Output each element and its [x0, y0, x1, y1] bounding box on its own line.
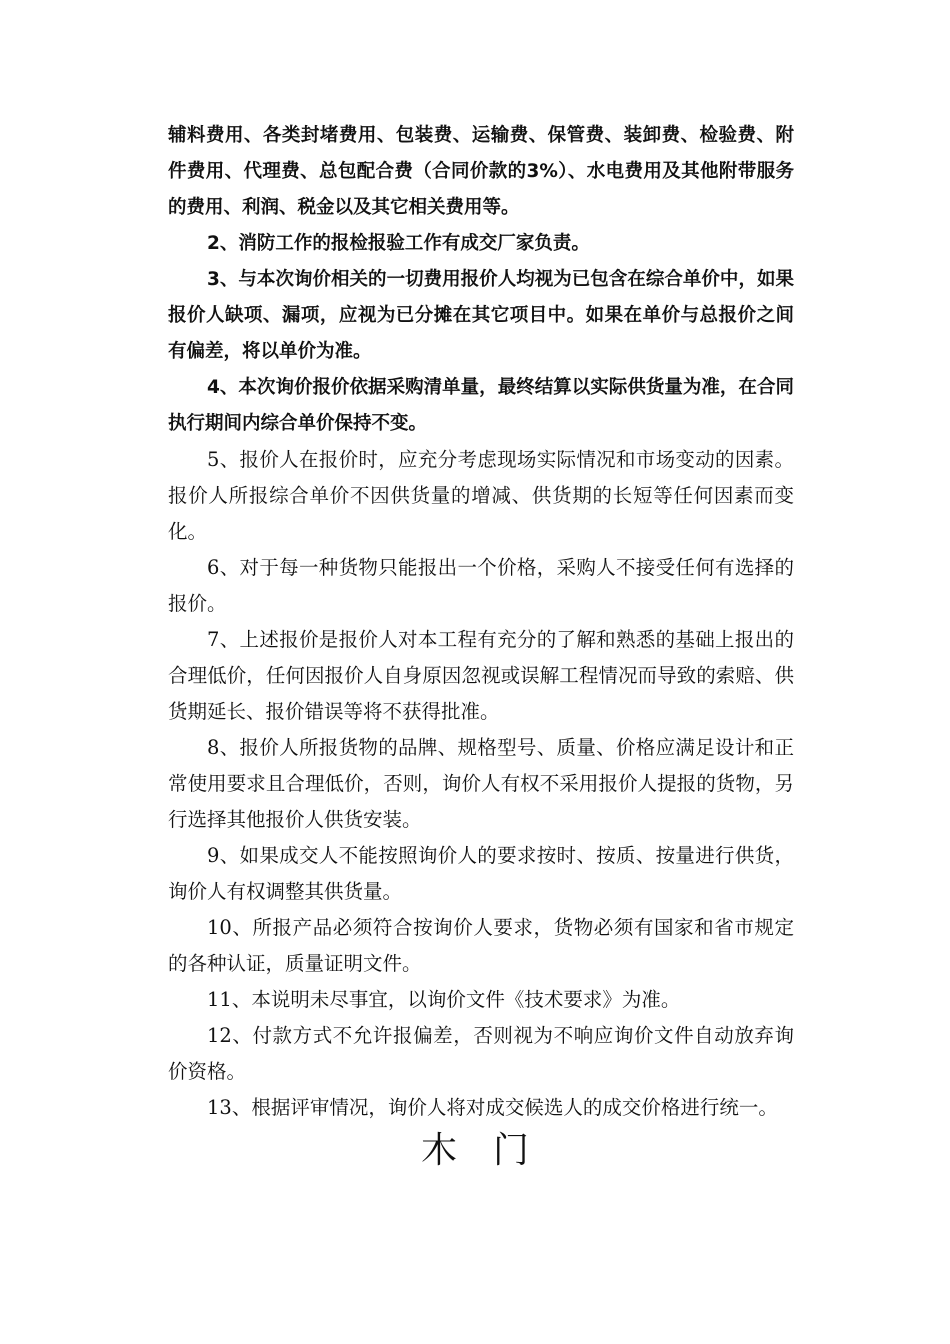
paragraph-3: 3、与本次询价相关的一切费用报价人均视为已包含在综合单价中，如果报价人缺项、漏项，应视为已分摊在其它项目中。如果在单价与总报价之间有偏差，将以单价为准。 [168, 269, 794, 362]
paragraph-12: 12、付款方式不允许报偏差，否则视为不响应询价文件自动放弃询价资格。 [168, 1024, 794, 1083]
paragraph-2: 2、消防工作的报检报验工作有成交厂家负责。 [207, 233, 590, 254]
paragraph-9: 9、如果成交人不能按照询价人的要求按时、按质、按量进行供货，询价人有权调整其供货量。 [168, 844, 794, 903]
paragraph-11: 11、本说明未尽事宜，以询价文件《技术要求》为准。 [207, 988, 681, 1011]
document-body [168, 118, 794, 1126]
paragraph-5: 5、报价人在报价时，应充分考虑现场实际情况和市场变动的因素。报价人所报综合单价不因供货量的增减、供货期的长短等任何因素而变化。 [168, 448, 794, 543]
paragraph-7: 7、上述报价是报价人对本工程有充分的了解和熟悉的基础上报出的合理低价，任何因报价人自身原因忽视或误解工程情况而导致的索赔、供货期延长、报价错误等将不获得批准。 [168, 628, 794, 723]
paragraph-4: 4、本次询价报价依据采购清单量，最终结算以实际供货量为准，在合同执行期间内综合单价保持不变。 [168, 377, 794, 434]
section-heading: 木门 [420, 1130, 565, 1171]
paragraph-13: 13、根据评审情况，询价人将对成交候选人的成交价格进行统一。 [207, 1096, 778, 1119]
paragraph-8: 8、报价人所报货物的品牌、规格型号、质量、价格应满足设计和正常使用要求且合理低价，否则，询价人有权不采用报价人提报的货物，另行选择其他报价人供货安装。 [168, 736, 794, 831]
paragraph-10: 10、所报产品必须符合按询价人要求，货物必须有国家和省市规定的各种认证，质量证明文件。 [168, 916, 794, 975]
paragraph-6: 6、对于每一种货物只能报出一个价格，采购人不接受任何有选择的报价。 [168, 556, 794, 615]
paragraph-fee-items: 辅料费用、各类封堵费用、包装费、运输费、保管费、装卸费、检验费、附件费用、代理费、总包配合费（合同价款的3%）、水电费用及其他附带服务的费用、利润、税金以及其它相关费用等。 [168, 125, 794, 218]
